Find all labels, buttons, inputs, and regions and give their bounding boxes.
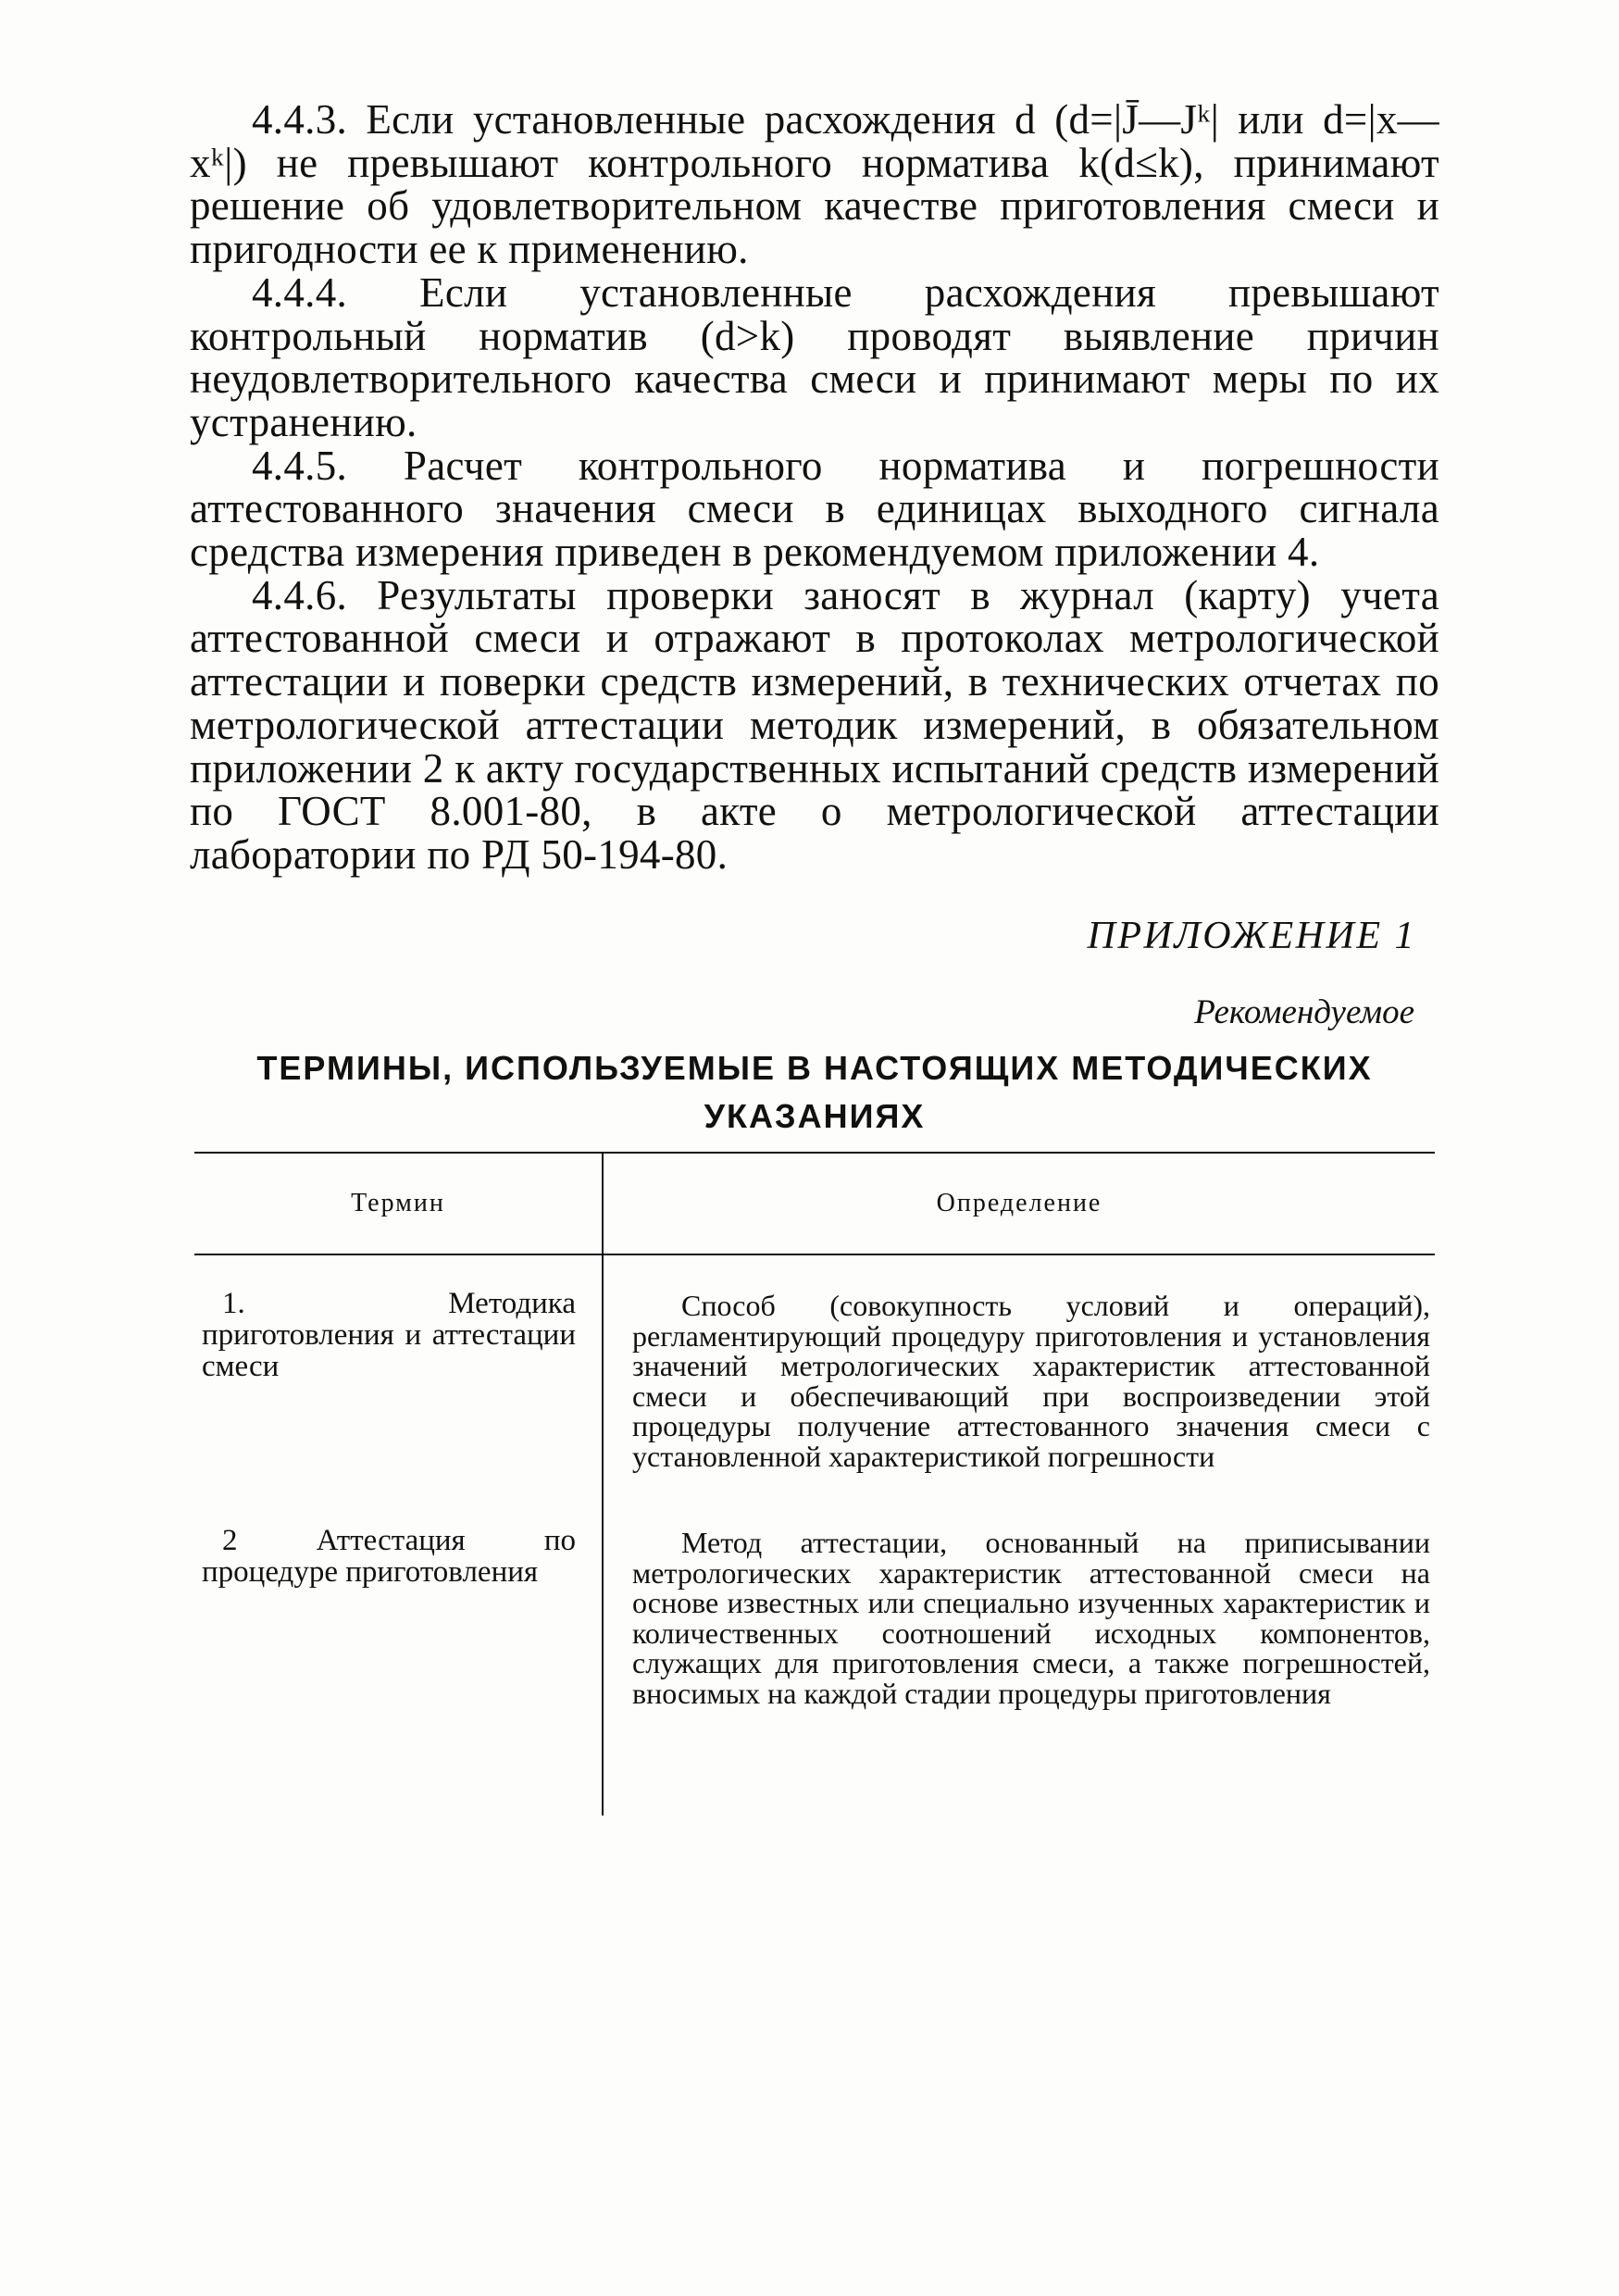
term-text: 2 Аттестация по процедуре приготовления bbox=[202, 1524, 576, 1589]
term-text: 1. Методика приготовления и аттестации смеси bbox=[202, 1287, 576, 1383]
appendix-title: ТЕРМИНЫ, ИСПОЛЬЗУЕМЫЕ В НАСТОЯЩИХ МЕТОДИЧЕСКИХ УКАЗАНИЯХ bbox=[256, 1049, 1373, 1135]
definition-text: Метод аттестации, основанный на приписывании метрологических характеристик аттестованной смеси на основе известных или специально изученных характеристик и количественных соотношений исходных компонентов, служащих для приготовления смеси, а также погрешностей, вносимых на каждой стадии процедуры приготовления bbox=[632, 1526, 1430, 1710]
table-row-1-definition bbox=[632, 1291, 1430, 1471]
table-top-rule bbox=[194, 1152, 1435, 1154]
appendix-label: ПРИЛОЖЕНИЕ 1 bbox=[1087, 915, 1416, 957]
table-row-1-term bbox=[202, 1288, 576, 1382]
paragraph-4-4-6: 4.4.6. Результаты проверки заносят в журнал (карту) учета аттестованной смеси и отражают в протоколах метрологической аттестации и поверки средств измерений, в технических отчетах по метрологической аттестации методик измерений, в обязательном приложении 2 к акту государственных испытаний средств измерений по ГОСТ 8.001-80, в акте о метрологической аттестации лаборатории по РД 50-194-80. bbox=[190, 571, 1439, 878]
paragraph-4-4-5: 4.4.5. Расчет контрольного норматива и погрешности аттестованного значения смеси в единицах выходного сигнала средства измерения приведен в рекомендуемом приложении 4. bbox=[190, 442, 1439, 576]
column-header-term: Термин bbox=[351, 1189, 445, 1217]
table-column-divider bbox=[602, 1154, 604, 1816]
table-row-2-term bbox=[202, 1525, 576, 1588]
column-header-definition: Определение bbox=[936, 1189, 1102, 1217]
table-header-rule bbox=[194, 1254, 1435, 1255]
appendix-status: Рекомендуемое bbox=[1194, 993, 1414, 1031]
definition-text: Способ (совокупность условий и операций), регламентирующий процедуру приготовления и установления значений метрологических характеристик аттестованной смеси и обеспечивающий при воспроизведении этой процедуры получение аттестованного значения смеси с установленной характеристикой погрешности bbox=[632, 1289, 1430, 1473]
paragraph-4-4-4: 4.4.4. Если установленные расхождения превышают контрольный норматив (d>k) проводят выявление причин неудовлетворительного качества смеси и принимают меры по их устранению. bbox=[190, 268, 1439, 445]
body-text bbox=[190, 98, 1439, 877]
table-row-2-definition bbox=[632, 1528, 1430, 1708]
paragraph-4-4-3: 4.4.3. Если установленные расхождения d (d=|J̄—Jᵏ| или d=|x—xᵏ|) не превышают контрольного норматива k(d≤k), принимают решение об удовлетворительном качестве приготовления смеси и пригодности ее к применению. bbox=[190, 96, 1439, 273]
